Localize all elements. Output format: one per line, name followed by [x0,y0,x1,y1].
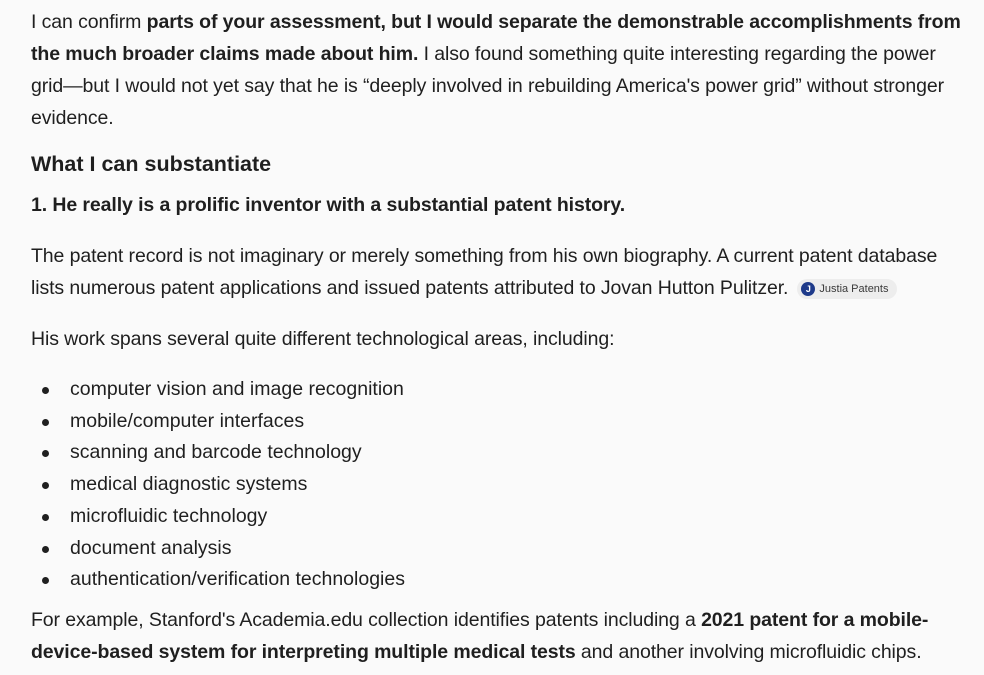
bullet-icon [42,546,49,553]
list-item-text: medical diagnostic systems [70,473,308,496]
justia-icon: J [801,282,815,296]
areas-list [31,374,971,596]
patent-paragraph [31,240,971,304]
list-item-text: mobile/computer interfaces [70,409,305,432]
intro-text-start: I can confirm [31,11,147,33]
intro-bold-text: parts of your assessment, but I would separate the demonstrable accomplishments from the much broader claims made about him. [31,11,961,65]
section-heading: What I can substantiate [31,152,272,176]
bullet-icon [42,482,49,489]
list-item [31,533,971,565]
example-paragraph [31,604,971,668]
list-item [31,437,971,469]
patent-paragraph-text: The patent record is not imaginary or merely something from his own biography. A current patent database lists numerous patent applications and issued patents attributed to Jovan Hutton Pulitzer. [31,245,938,299]
example-text-end: and another involving microfluidic chips. [575,640,922,663]
bullet-icon [42,387,49,394]
example-text-start: For example, Stanford's Academia.edu collection identifies patents including a [31,608,702,631]
point-heading: 1. He really is a prolific inventor with a substantial patent history. [31,194,626,216]
example-bold-text: 2021 patent for a mobile-device-based system for interpreting multiple medical tests [31,608,929,663]
list-item [31,406,971,438]
intro-text-end: I also found something quite interesting regarding the power grid—but I would not yet say that he is “deeply involved in rebuilding America's power grid” without stronger evidence. [31,43,945,129]
list-item-text: document analysis [70,536,232,559]
list-item-text: computer vision and image recognition [70,378,404,400]
citation-chip[interactable] [797,279,897,299]
list-item-text: microfluidic technology [70,504,268,527]
list-item [31,564,971,596]
areas-intro: His work spans several quite different technological areas, including: [31,328,615,350]
list-item [31,374,971,406]
bullet-icon [42,514,49,521]
intro-paragraph [31,6,971,134]
list-item-text: scanning and barcode technology [70,441,362,464]
bullet-icon [42,419,49,426]
citation-label: Justia Patents [819,283,889,295]
list-item-text: authentication/verification technologies [70,568,405,591]
list-item [31,469,971,501]
bullet-icon [42,577,49,584]
list-item [31,501,971,533]
bullet-icon [42,450,49,457]
